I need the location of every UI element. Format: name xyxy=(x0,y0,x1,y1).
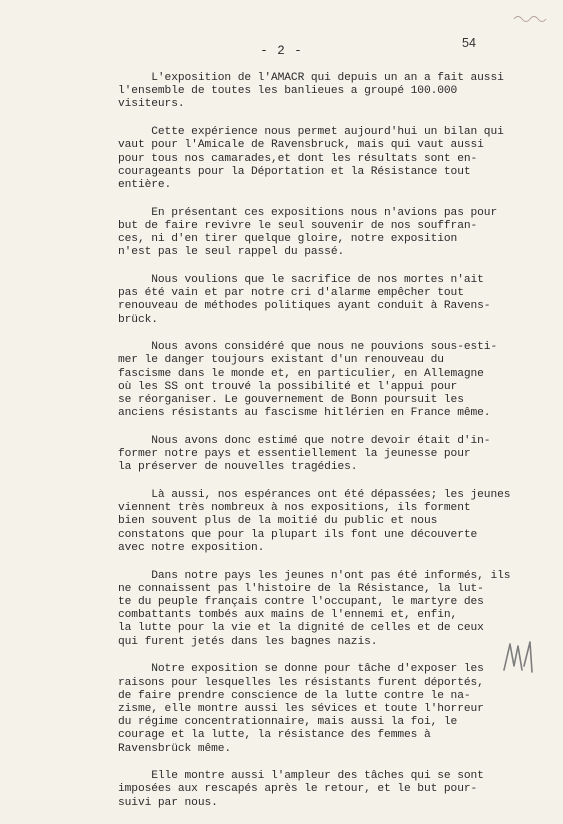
text-line: l'ensemble de toutes les banlieues a groupé 100.000 xyxy=(118,85,458,98)
text-line: fascisme dans le monde et, en particulier, en Allemagne xyxy=(118,367,484,380)
text-line: constatons que pour la plupart ils font une découverte xyxy=(118,528,478,541)
text-line: Cette expérience nous permet aujourd'hui un bilan qui xyxy=(118,126,504,139)
text-line: viennent très nombreux à nos expositions, ils forment xyxy=(118,502,471,515)
folio-number: 54 xyxy=(462,36,476,50)
paragraph xyxy=(118,72,530,112)
corner-scribble-mark xyxy=(512,12,550,24)
text-line: raisons pour lesquelles les résistants furent déportés, xyxy=(118,676,484,689)
text-line: vaut pour l'Amicale de Ravensbruck, mais qui vaut aussi xyxy=(118,139,484,152)
text-line: suivi par nous. xyxy=(118,796,218,809)
text-line: anciens résistants au fascisme hitlérien en France même. xyxy=(118,407,491,420)
text-line: Ravensbrück même. xyxy=(118,742,232,755)
text-line: pour tous nos camarades,et dont les résultats sont en- xyxy=(118,152,478,165)
text-line: Nous avons considéré que nous ne pouvions sous-esti- xyxy=(118,341,498,354)
text-line: avec notre exposition. xyxy=(118,541,265,554)
text-line: la préserver de nouvelles tragédies. xyxy=(118,461,358,474)
text-line: de faire prendre conscience de la lutte contre le na- xyxy=(118,689,471,702)
text-line: Nous avons donc estimé que notre devoir était d'in- xyxy=(118,434,491,447)
text-line: but de faire revivre le seul souvenir de nos souffran- xyxy=(118,219,478,232)
text-line: qui furent jetés dans les bagnes nazis. xyxy=(118,635,378,648)
text-line: se réorganiser. Le gouvernement de Bonn poursuit les xyxy=(118,394,464,407)
text-line: zisme, elle montre aussi les sévices et toute l'horreur xyxy=(118,702,484,715)
text-line: ne connaissent pas l'histoire de la Résistance, la lut- xyxy=(118,582,484,595)
body-text xyxy=(118,72,530,824)
text-line: En présentant ces expositions nous n'avions pas pour xyxy=(118,206,498,219)
paragraph xyxy=(118,570,530,649)
text-line: ces, ni d'en tirer quelque gloire, notre exposition xyxy=(118,233,458,246)
text-line: pas été vain et par notre cri d'alarme empêcher tout xyxy=(118,287,464,300)
text-line: former notre pays et essentiellement la jeunesse pour xyxy=(118,448,471,461)
text-line: la lutte pour la vie et la dignité de celles et de ceux xyxy=(118,622,484,635)
text-line: brück. xyxy=(118,313,158,326)
text-line: Là aussi, nos espérances ont été dépassées; les jeunes xyxy=(118,489,511,502)
text-line: mer le danger toujours existant d'un renouveau du xyxy=(118,354,444,367)
text-line: du régime concentrationnaire, mais aussi la foi, le xyxy=(118,716,458,729)
text-line: courageants pour la Déportation et la Résistance tout xyxy=(118,165,471,178)
text-line: courage et la lutte, la résistance des femmes à xyxy=(118,729,431,742)
paragraph xyxy=(118,663,530,755)
paragraph xyxy=(118,770,530,810)
text-line: renouveau de méthodes politiques ayant conduit à Ravens- xyxy=(118,300,491,313)
paragraph xyxy=(118,489,530,555)
text-line: combattants tombés aux mains de l'ennemi et, enfin, xyxy=(118,609,458,622)
handwritten-initials-annotation xyxy=(500,636,538,676)
text-line: où les SS ont trouvé la possibilité et l'appui pour xyxy=(118,380,458,393)
text-line: bien souvent plus de la moitié du public et nous xyxy=(118,515,438,528)
paragraph xyxy=(118,207,530,260)
paragraph xyxy=(118,126,530,192)
text-line: n'est pas le seul rappel du passé. xyxy=(118,246,345,259)
text-line: L'exposition de l'AMACR qui depuis un an a fait aussi xyxy=(118,72,504,84)
paragraph xyxy=(118,435,530,475)
text-line: visiteurs. xyxy=(118,98,185,111)
text-line: Dans notre pays les jeunes n'ont pas été informés, ils xyxy=(118,569,511,582)
text-line: Nous voulions que le sacrifice de nos mortes n'ait xyxy=(118,273,484,286)
text-line: Elle montre aussi l'ampleur des tâches qui se sont xyxy=(118,770,484,783)
paragraph xyxy=(118,274,530,327)
text-line: imposées aux rescapés après le retour, et le but pour- xyxy=(118,783,478,796)
text-line: entière. xyxy=(118,178,172,191)
text-line: te du peuple français contre l'occupant, le martyre des xyxy=(118,596,484,608)
text-line: Notre exposition se donne pour tâche d'exposer les xyxy=(118,663,484,676)
page-number: - 2 - xyxy=(260,44,303,58)
paragraph xyxy=(118,341,530,420)
